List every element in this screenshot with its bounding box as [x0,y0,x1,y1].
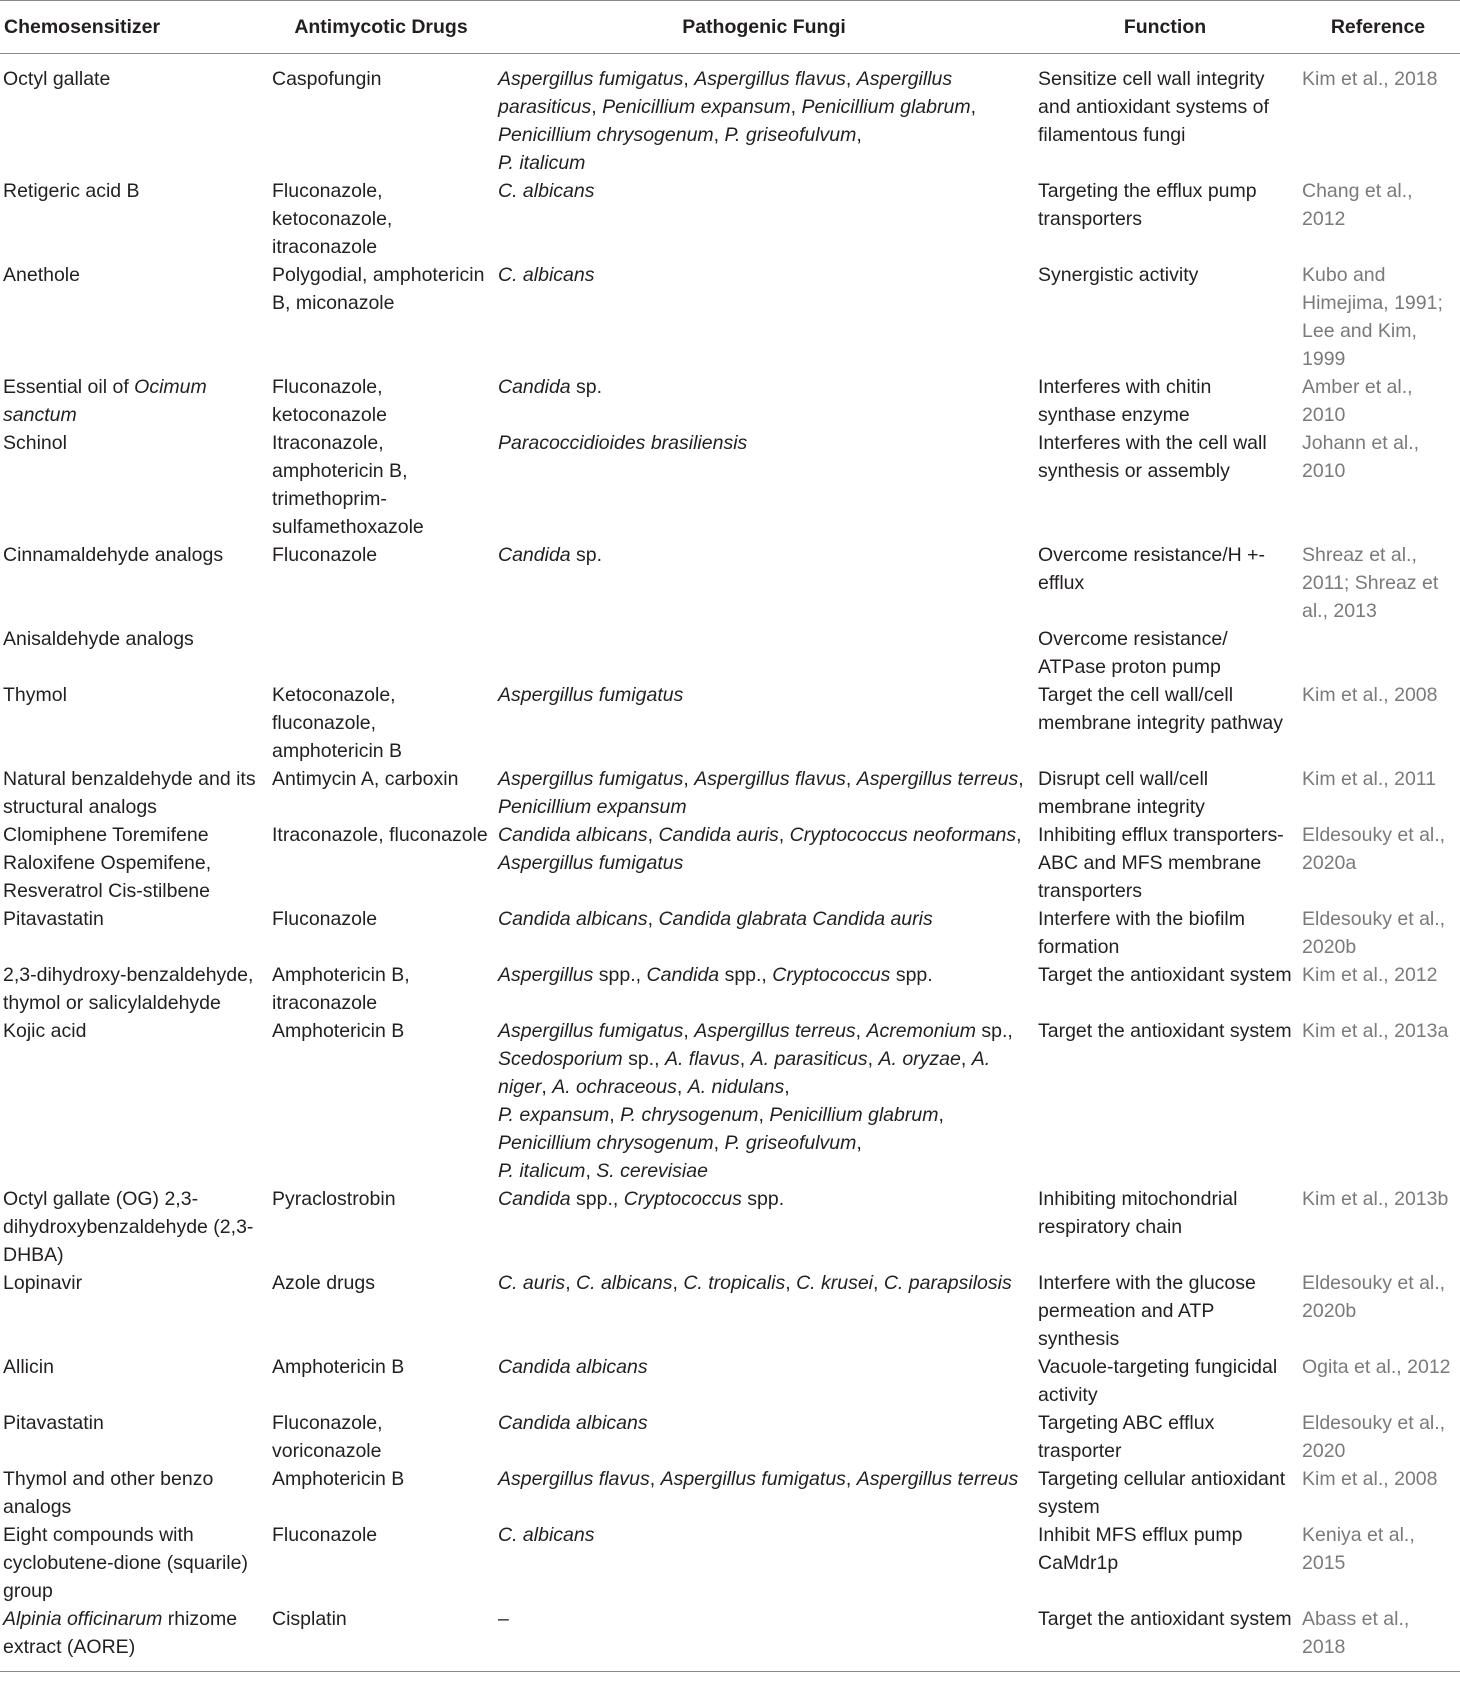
table-row [0,261,1460,373]
table-body [0,54,1460,1672]
cell-chemosensitizer: Thymol [3,684,67,706]
cell-function: Targeting the efflux pump transporters [1038,180,1257,230]
cell-chemosensitizer: Allicin [3,1356,54,1378]
table-row [0,681,1460,765]
cell-chemosensitizer: Kojic acid [3,1020,87,1042]
table-row [0,821,1460,905]
cell-chemosensitizer: Essential oil of Ocimum sanctum [3,376,207,426]
cell-pathogenic-fungi: Aspergillus fumigatus, Aspergillus flavus, Aspergillus terreus, Penicillium expansum [498,768,1024,818]
cell-antimycotic-drugs: Itraconazole, amphotericin B, trimethoprim-sulfamethoxazole [272,432,424,538]
cell-reference: Kim et al., 2011 [1302,768,1437,790]
cell-reference: Kubo and Himejima, 1991; Lee and Kim, 1999 [1302,264,1443,370]
cell-function: Synergistic activity [1038,264,1199,286]
cell-reference: Keniya et al., 2015 [1302,1524,1415,1574]
cell-reference: Kim et al., 2012 [1302,964,1438,986]
table-row [0,373,1460,429]
cell-chemosensitizer: Schinol [3,432,67,454]
cell-function: Target the antioxidant system [1034,1605,1296,1672]
cell-reference: Kim et al., 2008 [1302,684,1438,706]
cell-pathogenic-fungi: Candida albicans, Candida auris, Cryptococcus neoformans, Aspergillus fumigatus [498,824,1022,874]
cell-antimycotic-drugs: Antimycin A, carboxin [272,768,459,790]
cell-function: Target the antioxidant system [1038,1020,1292,1042]
cell-chemosensitizer: Retigeric acid B [3,180,140,202]
cell-pathogenic-fungi [494,625,1034,681]
cell-reference: Kim et al., 2013b [1302,1188,1449,1210]
cell-chemosensitizer: Thymol and other benzo analogs [3,1468,214,1518]
cell-antimycotic-drugs: Amphotericin B [272,1020,405,1042]
cell-chemosensitizer: Clomiphene Toremifene Raloxifene Ospemifene, Resveratrol Cis-stilbene [3,824,212,902]
cell-reference: Eldesouky et al., 2020b [1302,908,1446,958]
cell-chemosensitizer: Lopinavir [3,1272,83,1294]
cell-reference: Chang et al., 2012 [1302,180,1413,230]
header-chemosensitizer: Chemosensitizer [0,1,268,54]
cell-reference: Eldesouky et al., 2020a [1302,824,1446,874]
cell-pathogenic-fungi: C. auris, C. albicans, C. tropicalis, C. krusei, C. parapsilosis [498,1272,1012,1294]
cell-pathogenic-fungi: Candida albicans [498,1412,648,1434]
cell-antimycotic-drugs: Ketoconazole, fluconazole, amphotericin B [272,684,403,762]
cell-reference: Ogita et al., 2012 [1302,1356,1451,1378]
cell-antimycotic-drugs: Itraconazole, fluconazole [272,824,488,846]
cell-pathogenic-fungi: Aspergillus flavus, Aspergillus fumigatus, Aspergillus terreus [498,1468,1019,1490]
cell-pathogenic-fungi: – [494,1605,1034,1672]
cell-antimycotic-drugs: Pyraclostrobin [272,1188,396,1210]
cell-pathogenic-fungi: Candida sp. [498,544,603,566]
cell-antimycotic-drugs: Fluconazole, ketoconazole, itraconazole [272,180,393,258]
cell-chemosensitizer: Natural benzaldehyde and its structural analogs [3,768,256,818]
cell-reference: Kim et al., 2018 [1302,68,1438,90]
cell-chemosensitizer: Alpinia officinarum rhizome extract (AORE) [0,1605,268,1672]
table-row [0,1185,1460,1269]
table-header [0,1,1460,54]
cell-pathogenic-fungi: Paracoccidioides brasiliensis [498,432,748,454]
cell-antimycotic-drugs: Fluconazole, ketoconazole [272,376,387,426]
cell-function: Inhibiting mitochondrial respiratory chain [1038,1188,1238,1238]
cell-reference: Kim et al., 2013a [1302,1020,1449,1042]
cell-chemosensitizer: Eight compounds with cyclobutene-dione (squarile) group [3,1524,248,1602]
cell-chemosensitizer: Anethole [3,264,80,286]
cell-antimycotic-drugs: Fluconazole [272,908,378,930]
cell-function: Target the cell wall/cell membrane integrity pathway [1038,684,1283,734]
header-pathogenic-fungi: Pathogenic Fungi [494,1,1034,54]
cell-pathogenic-fungi: Aspergillus fumigatus, Aspergillus flavus, Aspergillus parasiticus, Penicillium expansum, Penicillium glabrum, Penicillium chrysogenum, P. griseofulvum, P. italicum [498,68,976,174]
cell-function: Inhibit MFS efflux pump CaMdr1p [1038,1524,1243,1574]
cell-function: Interfere with the biofilm formation [1038,908,1246,958]
cell-function: Targeting cellular antioxidant system [1038,1468,1286,1518]
table-row [0,961,1460,1017]
cell-pathogenic-fungi: Candida sp. [498,376,603,398]
table-row [0,905,1460,961]
cell-pathogenic-fungi: C. albicans [498,1524,595,1546]
table-row [0,429,1460,541]
cell-reference: Shreaz et al., 2011; Shreaz et al., 2013 [1302,544,1439,622]
cell-pathogenic-fungi: C. albicans [498,180,595,202]
header-function: Function [1034,1,1296,54]
table-row [0,1269,1460,1353]
cell-function: Targeting ABC efflux trasporter [1038,1412,1215,1462]
cell-pathogenic-fungi: Aspergillus fumigatus, Aspergillus terreus, Acremonium sp., Scedosporium sp., A. flavus, A. parasiticus, A. oryzae, A. niger, A. ochraceous, A. nidulans, P. expansum, P. chrysogenum, Penicillium glabrum, Penicillium chrysogenum, P. griseofulvum, P. italicum, S. cerevisiae [498,1020,1013,1182]
table-row [0,1353,1460,1409]
table-row [0,54,1460,178]
table-row [0,1017,1460,1185]
cell-chemosensitizer: Pitavastatin [3,1412,104,1434]
cell-function: Interfere with the glucose permeation and ATP synthesis [1038,1272,1256,1350]
cell-function: Target the antioxidant system [1038,964,1292,986]
cell-function: Disrupt cell wall/cell membrane integrity [1038,768,1209,818]
cell-antimycotic-drugs: Fluconazole, voriconazole [272,1412,383,1462]
table-row [0,541,1460,625]
cell-antimycotic-drugs: Amphotericin B [272,1356,405,1378]
cell-pathogenic-fungi: Candida albicans, Candida glabrata Candida auris [498,908,933,930]
cell-function: Vacuole-targeting fungicidal activity [1038,1356,1278,1406]
table-row [0,1521,1460,1605]
cell-chemosensitizer: Octyl gallate [3,68,111,90]
table-row [0,1465,1460,1521]
cell-antimycotic-drugs: Caspofungin [272,68,382,90]
cell-chemosensitizer: Anisaldehyde analogs [3,628,194,650]
table-row [0,1605,1460,1672]
cell-pathogenic-fungi: Candida albicans [498,1356,648,1378]
header-antimycotic-drugs: Antimycotic Drugs [268,1,494,54]
cell-function: Sensitize cell wall integrity and antioxidant systems of filamentous fungi [1038,68,1269,146]
cell-reference: Kim et al., 2008 [1302,1468,1438,1490]
cell-reference: Eldesouky et al., 2020b [1302,1272,1446,1322]
table-row [0,625,1460,681]
cell-function: Interferes with the cell wall synthesis or assembly [1038,432,1267,482]
table-row [0,177,1460,261]
cell-antimycotic-drugs: Azole drugs [272,1272,375,1294]
cell-reference: Eldesouky et al., 2020 [1302,1412,1446,1462]
cell-pathogenic-fungi: C. albicans [498,264,595,286]
header-row [0,1,1460,54]
cell-reference: Amber et al., 2010 [1302,376,1413,426]
cell-antimycotic-drugs: Cisplatin [268,1605,494,1672]
cell-antimycotic-drugs: Fluconazole [272,1524,378,1546]
cell-chemosensitizer: Pitavastatin [3,908,104,930]
cell-chemosensitizer: 2,3-dihydroxy-benzaldehyde, thymol or salicylaldehyde [3,964,254,1014]
cell-chemosensitizer: Cinnamaldehyde analogs [3,544,224,566]
cell-function: Interferes with chitin synthase enzyme [1038,376,1212,426]
cell-reference: Johann et al., 2010 [1302,432,1420,482]
cell-pathogenic-fungi: Aspergillus fumigatus [498,684,684,706]
cell-antimycotic-drugs: Amphotericin B [272,1468,405,1490]
cell-pathogenic-fungi: Candida spp., Cryptococcus spp. [498,1188,785,1210]
cell-function: Inhibiting efflux transporters-ABC and MFS membrane transporters [1038,824,1284,902]
header-reference: Reference [1296,1,1460,54]
cell-antimycotic-drugs: Fluconazole [272,544,378,566]
cell-antimycotic-drugs [268,625,494,681]
table-row [0,1409,1460,1465]
cell-function: Overcome resistance/H +-efflux [1038,544,1266,594]
cell-chemosensitizer: Octyl gallate (OG) 2,3-dihydroxybenzaldehyde (2,3-DHBA) [3,1188,254,1266]
cell-reference [1296,625,1460,681]
cell-function: Overcome resistance/ ATPase proton pump [1038,628,1228,678]
table-row [0,765,1460,821]
cell-pathogenic-fungi: Aspergillus spp., Candida spp., Cryptococcus spp. [498,964,933,986]
cell-reference: Abass et al., 2018 [1296,1605,1460,1672]
cell-antimycotic-drugs: Amphotericin B, itraconazole [272,964,410,1014]
cell-antimycotic-drugs: Polygodial, amphotericin B, miconazole [272,264,485,314]
